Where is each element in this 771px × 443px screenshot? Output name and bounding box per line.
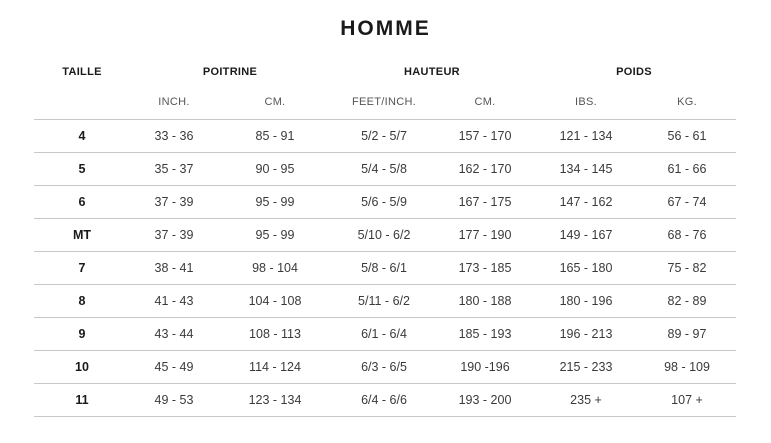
hauteur-cm-cell: 157 - 170 bbox=[458, 129, 512, 143]
poids-lbs-cell: 121 - 134 bbox=[559, 129, 613, 143]
size-cell: 4 bbox=[78, 129, 86, 143]
poitrine-cm-cell: 108 - 113 bbox=[249, 327, 301, 341]
table-row bbox=[34, 219, 736, 252]
poids-kg-cell: 68 - 76 bbox=[667, 228, 707, 242]
table-row bbox=[34, 318, 736, 351]
poitrine-cm-cell: 95 - 99 bbox=[255, 195, 295, 209]
poitrine-inch-cell: 35 - 37 bbox=[154, 162, 194, 176]
hauteur-feet-inch-cell: 5/10 - 6/2 bbox=[357, 228, 411, 242]
poitrine-cm-cell: 98 - 104 bbox=[252, 261, 298, 275]
poitrine-inch-cell: 49 - 53 bbox=[154, 393, 194, 407]
poids-lbs-cell: 196 - 213 bbox=[559, 327, 613, 341]
hauteur-cm-cell: 193 - 200 bbox=[458, 393, 512, 407]
table-row bbox=[34, 285, 736, 318]
poids-kg-cell: 107 + bbox=[671, 393, 703, 407]
poitrine-cm-cell: 114 - 124 bbox=[249, 360, 301, 374]
header-hauteur: HAUTEUR bbox=[404, 66, 460, 78]
header-taille: TAILLE bbox=[62, 66, 102, 78]
hauteur-cm-cell: 167 - 175 bbox=[458, 195, 512, 209]
hauteur-cm-cell: 162 - 170 bbox=[458, 162, 512, 176]
hauteur-feet-inch-cell: 5/11 - 6/2 bbox=[358, 294, 410, 308]
size-cell: 10 bbox=[75, 360, 89, 374]
hauteur-feet-inch-cell: 6/1 - 6/4 bbox=[361, 327, 407, 341]
page-title: HOMME bbox=[340, 17, 431, 40]
hauteur-feet-inch-cell: 5/6 - 5/9 bbox=[361, 195, 407, 209]
size-cell: 11 bbox=[75, 393, 89, 407]
hauteur-cm-cell: 185 - 193 bbox=[458, 327, 512, 341]
unit-header-row bbox=[34, 96, 736, 116]
poids-kg-cell: 89 - 97 bbox=[667, 327, 707, 341]
poids-kg-cell: 67 - 74 bbox=[667, 195, 707, 209]
unit-hauteur-feet-inch: FEET/INCH. bbox=[351, 96, 417, 108]
poitrine-inch-cell: 37 - 39 bbox=[154, 195, 194, 209]
hauteur-feet-inch-cell: 5/4 - 5/8 bbox=[361, 162, 407, 176]
hauteur-feet-inch-cell: 5/2 - 5/7 bbox=[361, 129, 407, 143]
table-row bbox=[34, 186, 736, 219]
hauteur-feet-inch-cell: 6/3 - 6/5 bbox=[361, 360, 407, 374]
table-row bbox=[34, 384, 736, 417]
poitrine-cm-cell: 123 - 134 bbox=[248, 393, 302, 407]
poids-lbs-cell: 235 + bbox=[570, 393, 602, 407]
group-header-row bbox=[34, 66, 736, 86]
poids-kg-cell: 61 - 66 bbox=[667, 162, 707, 176]
unit-poitrine-inch: INCH. bbox=[158, 96, 190, 108]
poitrine-cm-cell: 90 - 95 bbox=[255, 162, 295, 176]
poitrine-cm-cell: 85 - 91 bbox=[255, 129, 295, 143]
poids-lbs-cell: 134 - 145 bbox=[559, 162, 613, 176]
hauteur-feet-inch-cell: 5/8 - 6/1 bbox=[361, 261, 407, 275]
hauteur-cm-cell: 190 -196 bbox=[460, 360, 510, 374]
poids-lbs-cell: 165 - 180 bbox=[559, 261, 613, 275]
unit-hauteur-cm: CM. bbox=[474, 96, 496, 108]
table-row bbox=[34, 252, 736, 285]
poitrine-cm-cell: 104 - 108 bbox=[248, 294, 302, 308]
header-poids: POIDS bbox=[616, 66, 652, 78]
poitrine-inch-cell: 37 - 39 bbox=[154, 228, 194, 242]
size-cell: 8 bbox=[78, 294, 86, 308]
poitrine-inch-cell: 41 - 43 bbox=[154, 294, 194, 308]
table-row bbox=[34, 153, 736, 186]
poitrine-inch-cell: 45 - 49 bbox=[154, 360, 194, 374]
size-cell: 6 bbox=[78, 195, 86, 209]
hauteur-cm-cell: 177 - 190 bbox=[458, 228, 512, 242]
poids-kg-cell: 82 - 89 bbox=[667, 294, 707, 308]
hauteur-cm-cell: 180 - 188 bbox=[458, 294, 512, 308]
table-row bbox=[34, 351, 736, 384]
size-cell: 5 bbox=[78, 162, 86, 176]
hauteur-cm-cell: 173 - 185 bbox=[458, 261, 512, 275]
poids-lbs-cell: 147 - 162 bbox=[559, 195, 613, 209]
unit-poitrine-cm: CM. bbox=[264, 96, 286, 108]
poids-kg-cell: 56 - 61 bbox=[667, 129, 707, 143]
size-table bbox=[34, 119, 736, 417]
unit-poids-lbs: IBS. bbox=[575, 96, 597, 108]
header-poitrine: POITRINE bbox=[202, 66, 258, 78]
size-cell: 9 bbox=[78, 327, 86, 341]
poids-kg-cell: 98 - 109 bbox=[664, 360, 710, 374]
poids-lbs-cell: 149 - 167 bbox=[559, 228, 613, 242]
unit-poids-kg: KG. bbox=[677, 96, 697, 108]
table-row bbox=[34, 120, 736, 153]
poitrine-cm-cell: 95 - 99 bbox=[255, 228, 295, 242]
poitrine-inch-cell: 33 - 36 bbox=[154, 129, 194, 143]
poids-kg-cell: 75 - 82 bbox=[667, 261, 707, 275]
poids-lbs-cell: 215 - 233 bbox=[559, 360, 613, 374]
poids-lbs-cell: 180 - 196 bbox=[559, 294, 613, 308]
poitrine-inch-cell: 38 - 41 bbox=[154, 261, 194, 275]
size-cell: 7 bbox=[78, 261, 86, 275]
poitrine-inch-cell: 43 - 44 bbox=[154, 327, 194, 341]
hauteur-feet-inch-cell: 6/4 - 6/6 bbox=[361, 393, 407, 407]
size-cell: MT bbox=[72, 228, 92, 242]
